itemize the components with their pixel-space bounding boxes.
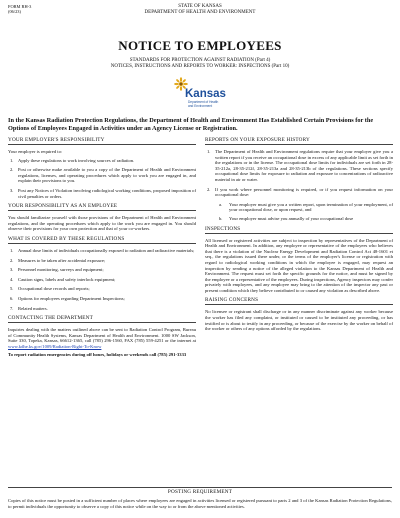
section-heading: YOUR EMPLOYER'S RESPONSIBILITY (8, 137, 196, 145)
intro-statement: In the Kansas Radiation Protection Regulations, the Department of Health and Environment Has Established Certain Provisions for the Options of Employees Engaged in Activities under an Agency License or Registration. (8, 117, 374, 132)
logo-tagline-1: Department of Health (188, 100, 219, 104)
list-item: 3. Personnel monitoring, surveys and equipment; (10, 267, 104, 273)
section-lead: Your employer is required to: (8, 149, 63, 154)
form-header (8, 4, 392, 26)
section-text: You should familiarize yourself with those provisions of the Department of Health and Environment regulations, and the operating procedures which apply to the work you are engaged in. You should observe their provisions for your own protection and that of your co-workers. (8, 215, 196, 232)
list-item: 1. Annual dose limits of individuals occupationally exposed to radiation and radioactive materials; (10, 247, 195, 253)
posting-requirement-section (8, 487, 392, 512)
list-item: 2. Measures to be taken after accidental exposure; (10, 257, 106, 263)
contact-text: Inquiries dealing with the matters outlined above can be sent to Radiation Control Program, Bureau of Community Health Systems, Kansas Department of Health and Environment. 1000 SW Jackson, Suite 330, Topeka, Kansas, 66612-1365, call (785) 296-1560, FAX (785) 559-4251 or the internet at www.kdhe.ks.gov/1009/Radiation-Right-To-Know (8, 327, 196, 349)
section-text: All licensed or registered activities are subject to inspection by representatives of the Department of Health and Environment. In addition, any employee or representative of the employees who believes that there is a violation of the Nuclear Energy Development and Radiation Control Act 48-1601 et seq., the regulations issued there under, or the terms of the employer's license or registration with regard to radiological working conditions in which the employee is engaged, may request an inspection by sending a notice of the alleged violation to the Kansas Department of Health and Environment. The request must set forth the specific grounds for the notice, and must be signed by the employee or a representative of the employees. During inspections, Agency inspectors may confer privately with employees, and any employee may bring to the attention of the inspector any past or present condition which they believe contributed to or caused any violation as described above. (205, 237, 393, 293)
left-column (8, 137, 196, 362)
section-heading: CONTACTING THE DEPARTMENT (8, 315, 196, 323)
radiation-right-to-know-link[interactable]: www.kdhe.ks.gov/1009/Radiation-Right-To-Know (8, 343, 102, 349)
emergency-contact: To report radiation emergencies during off hours, holidays or weekends call (785) 291-3333 (8, 352, 187, 358)
logo-tagline-2: and Environment (188, 104, 213, 108)
page-title: NOTICE TO EMPLOYEES (118, 38, 282, 53)
section-heading: REPORTS ON YOUR EXPOSURE HISTORY (205, 137, 393, 145)
page-subtitle: STANDARDS FOR PROTECTION AGAINST RADIATION (Part 4) NOTICES, INSTRUCTIONS AND REPORTS TO WORKER: INSPECTIONS (Part 10) (110, 58, 290, 69)
agency-name: STATE OF KANSAS DEPARTMENT OF HEALTH AND ENVIRONMENT (144, 4, 256, 15)
list-item: 4. Caution signs, labels and safety interlock equipment; (10, 276, 116, 282)
section-heading: WHAT IS COVERED BY THESE REGULATIONS (8, 236, 196, 244)
list-item: 1. Apply these regulations to work involving sources of radiation. (10, 157, 135, 163)
employee-responsibility-section (8, 203, 196, 232)
list-item: 2. If you work where personnel monitoring is required, or if you request information on your occupational dose: (207, 186, 393, 198)
section-heading: POSTING REQUIREMENT (8, 487, 392, 496)
kansas-logo-icon (172, 74, 232, 114)
section-text: Copies of this notice must be posted in a sufficient number of places where employees are engaged in activities licensed or registered pursuant to parts 2 and 3 of the Kansas Radiation Protection Regulations, to permit individuals the opportunity to observe a copy of this notice while on the way to or from the above mentioned activities. (8, 498, 392, 509)
kdhe-logo (172, 74, 232, 114)
inspections-section (205, 226, 393, 294)
logo-wordmark: Kansas (185, 88, 226, 100)
list-item: 6. Options for employees regarding Department Inspections; (10, 295, 125, 301)
list-item: 1. The Department of Health and Environment regulations require that your employer give you a written report if you receive an occupational dose in excess of any applicable limit as set forth in the regulations or in the license. The occupational dose limits for individuals are set forth in 28-35-212a, 28-35-212f, 28-35-213a and 28-35-213b of the regulations. These sections specify occupational dose limits for exposure to radiation and exposure to concentrations of radioactive material in air or water. (207, 149, 393, 182)
section-heading: INSPECTIONS (205, 226, 393, 234)
right-column (205, 137, 393, 336)
list-item: 7. Related matters. (10, 305, 48, 311)
section-heading: YOUR RESPONSIBILITY AS AN EMPLOYEE (8, 203, 196, 211)
employer-responsibility-section (8, 137, 196, 199)
form-number: FORM RH-3 (06/23) (8, 4, 32, 15)
sub-list-item: a. Your employer must give you a written report, upon termination of your employment, of your occupational dose, or upon request, and (219, 201, 393, 213)
covered-section (8, 236, 196, 311)
section-heading: RAISING CONCERNS (205, 297, 393, 305)
sub-list-item: b. Your employer must advise you annually of your occupational dose (219, 215, 354, 221)
list-item: 3. Post any Notices of Violation involving radiological working conditions, proposed imposition of civil penalties or orders. (10, 187, 196, 199)
list-item: 2. Post or otherwise make available to you a copy of the Department of Health and Environment regulations, licenses, and operating procedures which apply to work you are engaged in, and explain their provisions to you. (10, 167, 196, 184)
raising-concerns-section (205, 297, 393, 331)
section-text: No licensee or registrant shall discharge or in any manner discriminate against any worker because the worker has filed any complaint, or instituted or caused to be instituted any proceeding, or has testified or is about to testify in any proceeding, or because of the exercise by the worker on behalf of the worker or others of any options afforded by the regulations. (205, 309, 393, 332)
list-item: 5. Occupational dose records and reports; (10, 286, 90, 292)
exposure-reports-section (205, 137, 393, 222)
contact-section (8, 315, 196, 358)
